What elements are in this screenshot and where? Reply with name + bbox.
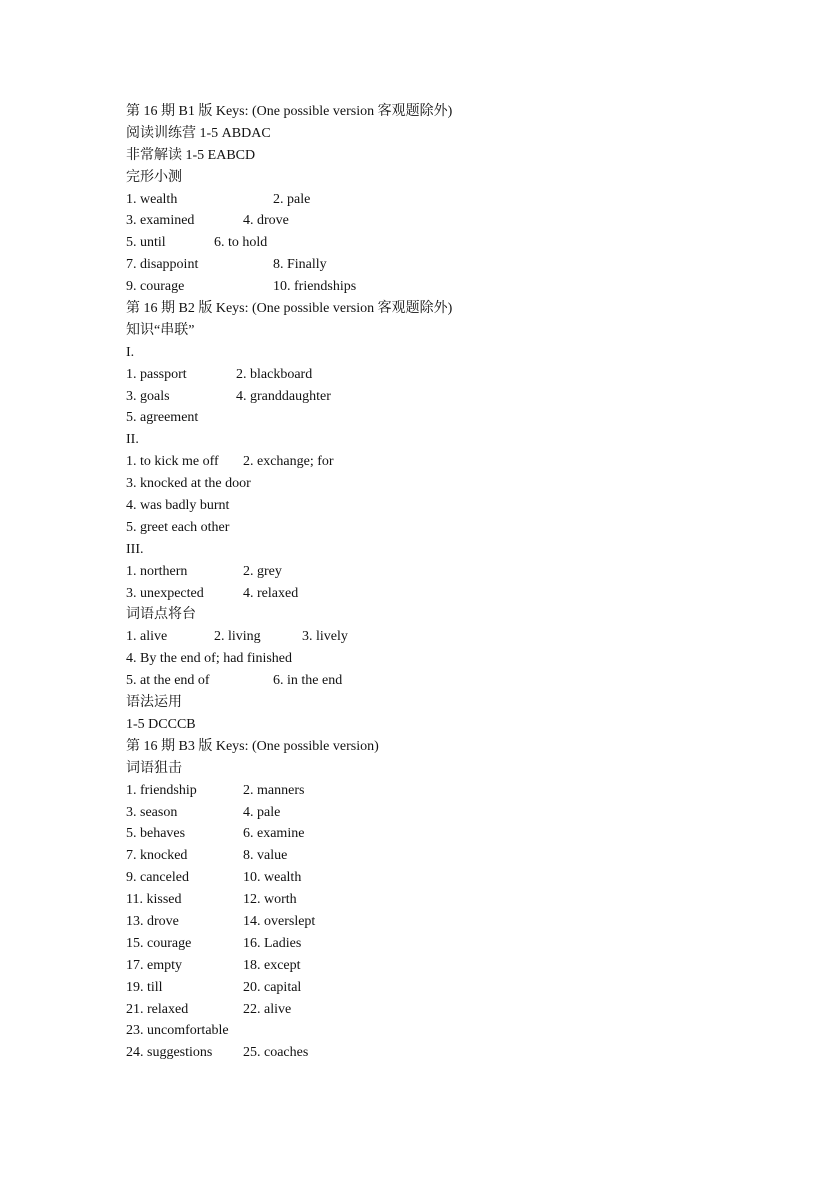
answer-item: 2. manners bbox=[243, 782, 305, 798]
answer-item: 3. season bbox=[126, 804, 178, 820]
answer-row bbox=[126, 1042, 806, 1064]
answer-item: 5. greet each other bbox=[126, 519, 230, 535]
answer-row bbox=[126, 495, 806, 517]
answer-item: 13. drove bbox=[126, 913, 179, 929]
answer-item: 6. examine bbox=[243, 826, 305, 842]
answer-item: 17. empty bbox=[126, 957, 182, 973]
grammar-heading bbox=[126, 692, 806, 714]
answer-item: 4. was badly burnt bbox=[126, 498, 230, 514]
answer-item: 3. unexpected bbox=[126, 585, 204, 601]
answer-item: 7. knocked bbox=[126, 848, 188, 864]
line-text: 阅读训练营 1-5 ABDAC bbox=[126, 125, 271, 141]
answer-item: 4. drove bbox=[243, 213, 289, 229]
answer-row bbox=[126, 583, 806, 605]
answer-item: 20. capital bbox=[243, 979, 302, 995]
answer-item: 24. suggestions bbox=[126, 1045, 213, 1061]
answer-item: 14. overslept bbox=[243, 913, 316, 929]
line-text: 1-5 DCCCB bbox=[126, 716, 196, 732]
line-text: 知识“串联” bbox=[126, 322, 195, 338]
answer-row bbox=[126, 210, 806, 232]
answer-item: 7. disappoint bbox=[126, 257, 199, 273]
section-heading-b1 bbox=[126, 101, 806, 123]
answer-item: 11. kissed bbox=[126, 892, 182, 908]
line-text: III. bbox=[126, 541, 144, 557]
answer-row bbox=[126, 955, 806, 977]
answer-row bbox=[126, 517, 806, 539]
reading-camp-answers bbox=[126, 123, 806, 145]
line-text: 第 16 期 B1 版 Keys: (One possible version 客观题除外) bbox=[126, 104, 453, 119]
answer-item: 12. worth bbox=[243, 892, 297, 908]
line-text: 词语点将台 bbox=[126, 607, 196, 623]
cloze-test-heading bbox=[126, 167, 806, 189]
part-label bbox=[126, 429, 806, 451]
answer-item: 9. courage bbox=[126, 279, 185, 295]
part-label bbox=[126, 342, 806, 364]
answer-item: 22. alive bbox=[243, 1001, 292, 1017]
answer-row bbox=[126, 473, 806, 495]
answer-item: 4. By the end of; had finished bbox=[126, 651, 293, 667]
answer-row bbox=[126, 407, 806, 429]
answer-item: 5. until bbox=[126, 235, 166, 251]
answer-item: 4. pale bbox=[243, 804, 281, 820]
answer-row bbox=[126, 648, 806, 670]
answer-row bbox=[126, 802, 806, 824]
grammar-answers bbox=[126, 714, 806, 736]
answer-item: 8. value bbox=[243, 848, 288, 864]
answer-row bbox=[126, 911, 806, 933]
answer-item: 3. examined bbox=[126, 213, 195, 229]
answer-item: 6. in the end bbox=[273, 673, 343, 689]
answer-item: 2. pale bbox=[273, 191, 311, 207]
vocabulary-heading bbox=[126, 758, 806, 780]
answer-item: 5. behaves bbox=[126, 826, 186, 842]
section-heading-b3 bbox=[126, 736, 806, 758]
answer-row bbox=[126, 189, 806, 211]
line-text: 第 16 期 B3 版 Keys: (One possible version) bbox=[126, 738, 379, 754]
line-text: 第 16 期 B2 版 Keys: (One possible version 客观题除外) bbox=[126, 301, 453, 317]
answer-item: 1. passport bbox=[126, 366, 187, 382]
answer-item: 10. wealth bbox=[243, 870, 302, 886]
answer-row bbox=[126, 276, 806, 298]
answer-item: 5. at the end of bbox=[126, 673, 210, 689]
answer-row bbox=[126, 626, 806, 648]
answer-item: 3. lively bbox=[302, 629, 348, 645]
answer-item: 3. goals bbox=[126, 388, 170, 404]
answer-item: 25. coaches bbox=[243, 1045, 309, 1061]
answer-row bbox=[126, 232, 806, 254]
answer-item: 4. relaxed bbox=[243, 585, 299, 601]
answer-row bbox=[126, 1020, 806, 1042]
answer-row bbox=[126, 823, 806, 845]
answer-item: 1. to kick me off bbox=[126, 454, 219, 470]
answer-row bbox=[126, 867, 806, 889]
answer-item: 8. Finally bbox=[273, 257, 327, 273]
answer-item: 5. agreement bbox=[126, 410, 199, 426]
word-usage-heading bbox=[126, 604, 806, 626]
answer-item: 15. courage bbox=[126, 935, 192, 951]
answer-item: 10. friendships bbox=[273, 279, 357, 295]
answer-item: 16. Ladies bbox=[243, 935, 302, 951]
answer-row bbox=[126, 386, 806, 408]
answer-item: 2. living bbox=[214, 629, 261, 645]
answer-row bbox=[126, 977, 806, 999]
answer-row bbox=[126, 254, 806, 276]
answer-item: 1. friendship bbox=[126, 782, 197, 798]
line-text: 完形小测 bbox=[126, 169, 182, 185]
line-text: I. bbox=[126, 344, 135, 360]
section-heading-b2 bbox=[126, 298, 806, 320]
answer-item: 4. granddaughter bbox=[236, 388, 331, 404]
answer-item: 9. canceled bbox=[126, 870, 189, 886]
answer-row bbox=[126, 451, 806, 473]
answer-row bbox=[126, 999, 806, 1021]
answer-item: 21. relaxed bbox=[126, 1001, 189, 1017]
answer-row bbox=[126, 933, 806, 955]
answer-item: 19. till bbox=[126, 979, 163, 995]
line-text: 词语狙击 bbox=[126, 760, 182, 776]
line-text: 语法运用 bbox=[126, 695, 182, 711]
answer-item: 23. uncomfortable bbox=[126, 1023, 229, 1039]
document-page bbox=[126, 101, 806, 1064]
answer-row bbox=[126, 364, 806, 386]
answer-row bbox=[126, 670, 806, 692]
answer-row bbox=[126, 780, 806, 802]
answer-row bbox=[126, 561, 806, 583]
answer-row bbox=[126, 845, 806, 867]
line-text: II. bbox=[126, 432, 139, 448]
part-label bbox=[126, 539, 806, 561]
knowledge-link-heading bbox=[126, 320, 806, 342]
detailed-reading-answers bbox=[126, 145, 806, 167]
answer-item: 1. alive bbox=[126, 629, 168, 645]
answer-item: 2. blackboard bbox=[236, 366, 313, 382]
answer-item: 18. except bbox=[243, 957, 301, 973]
answer-item: 3. knocked at the door bbox=[126, 476, 251, 492]
answer-item: 6. to hold bbox=[214, 235, 268, 251]
answer-item: 1. northern bbox=[126, 563, 188, 579]
answer-item: 2. grey bbox=[243, 563, 282, 579]
answer-row bbox=[126, 889, 806, 911]
answer-item: 2. exchange; for bbox=[243, 454, 334, 470]
line-text: 非常解读 1-5 EABCD bbox=[126, 147, 256, 163]
answer-item: 1. wealth bbox=[126, 191, 178, 207]
